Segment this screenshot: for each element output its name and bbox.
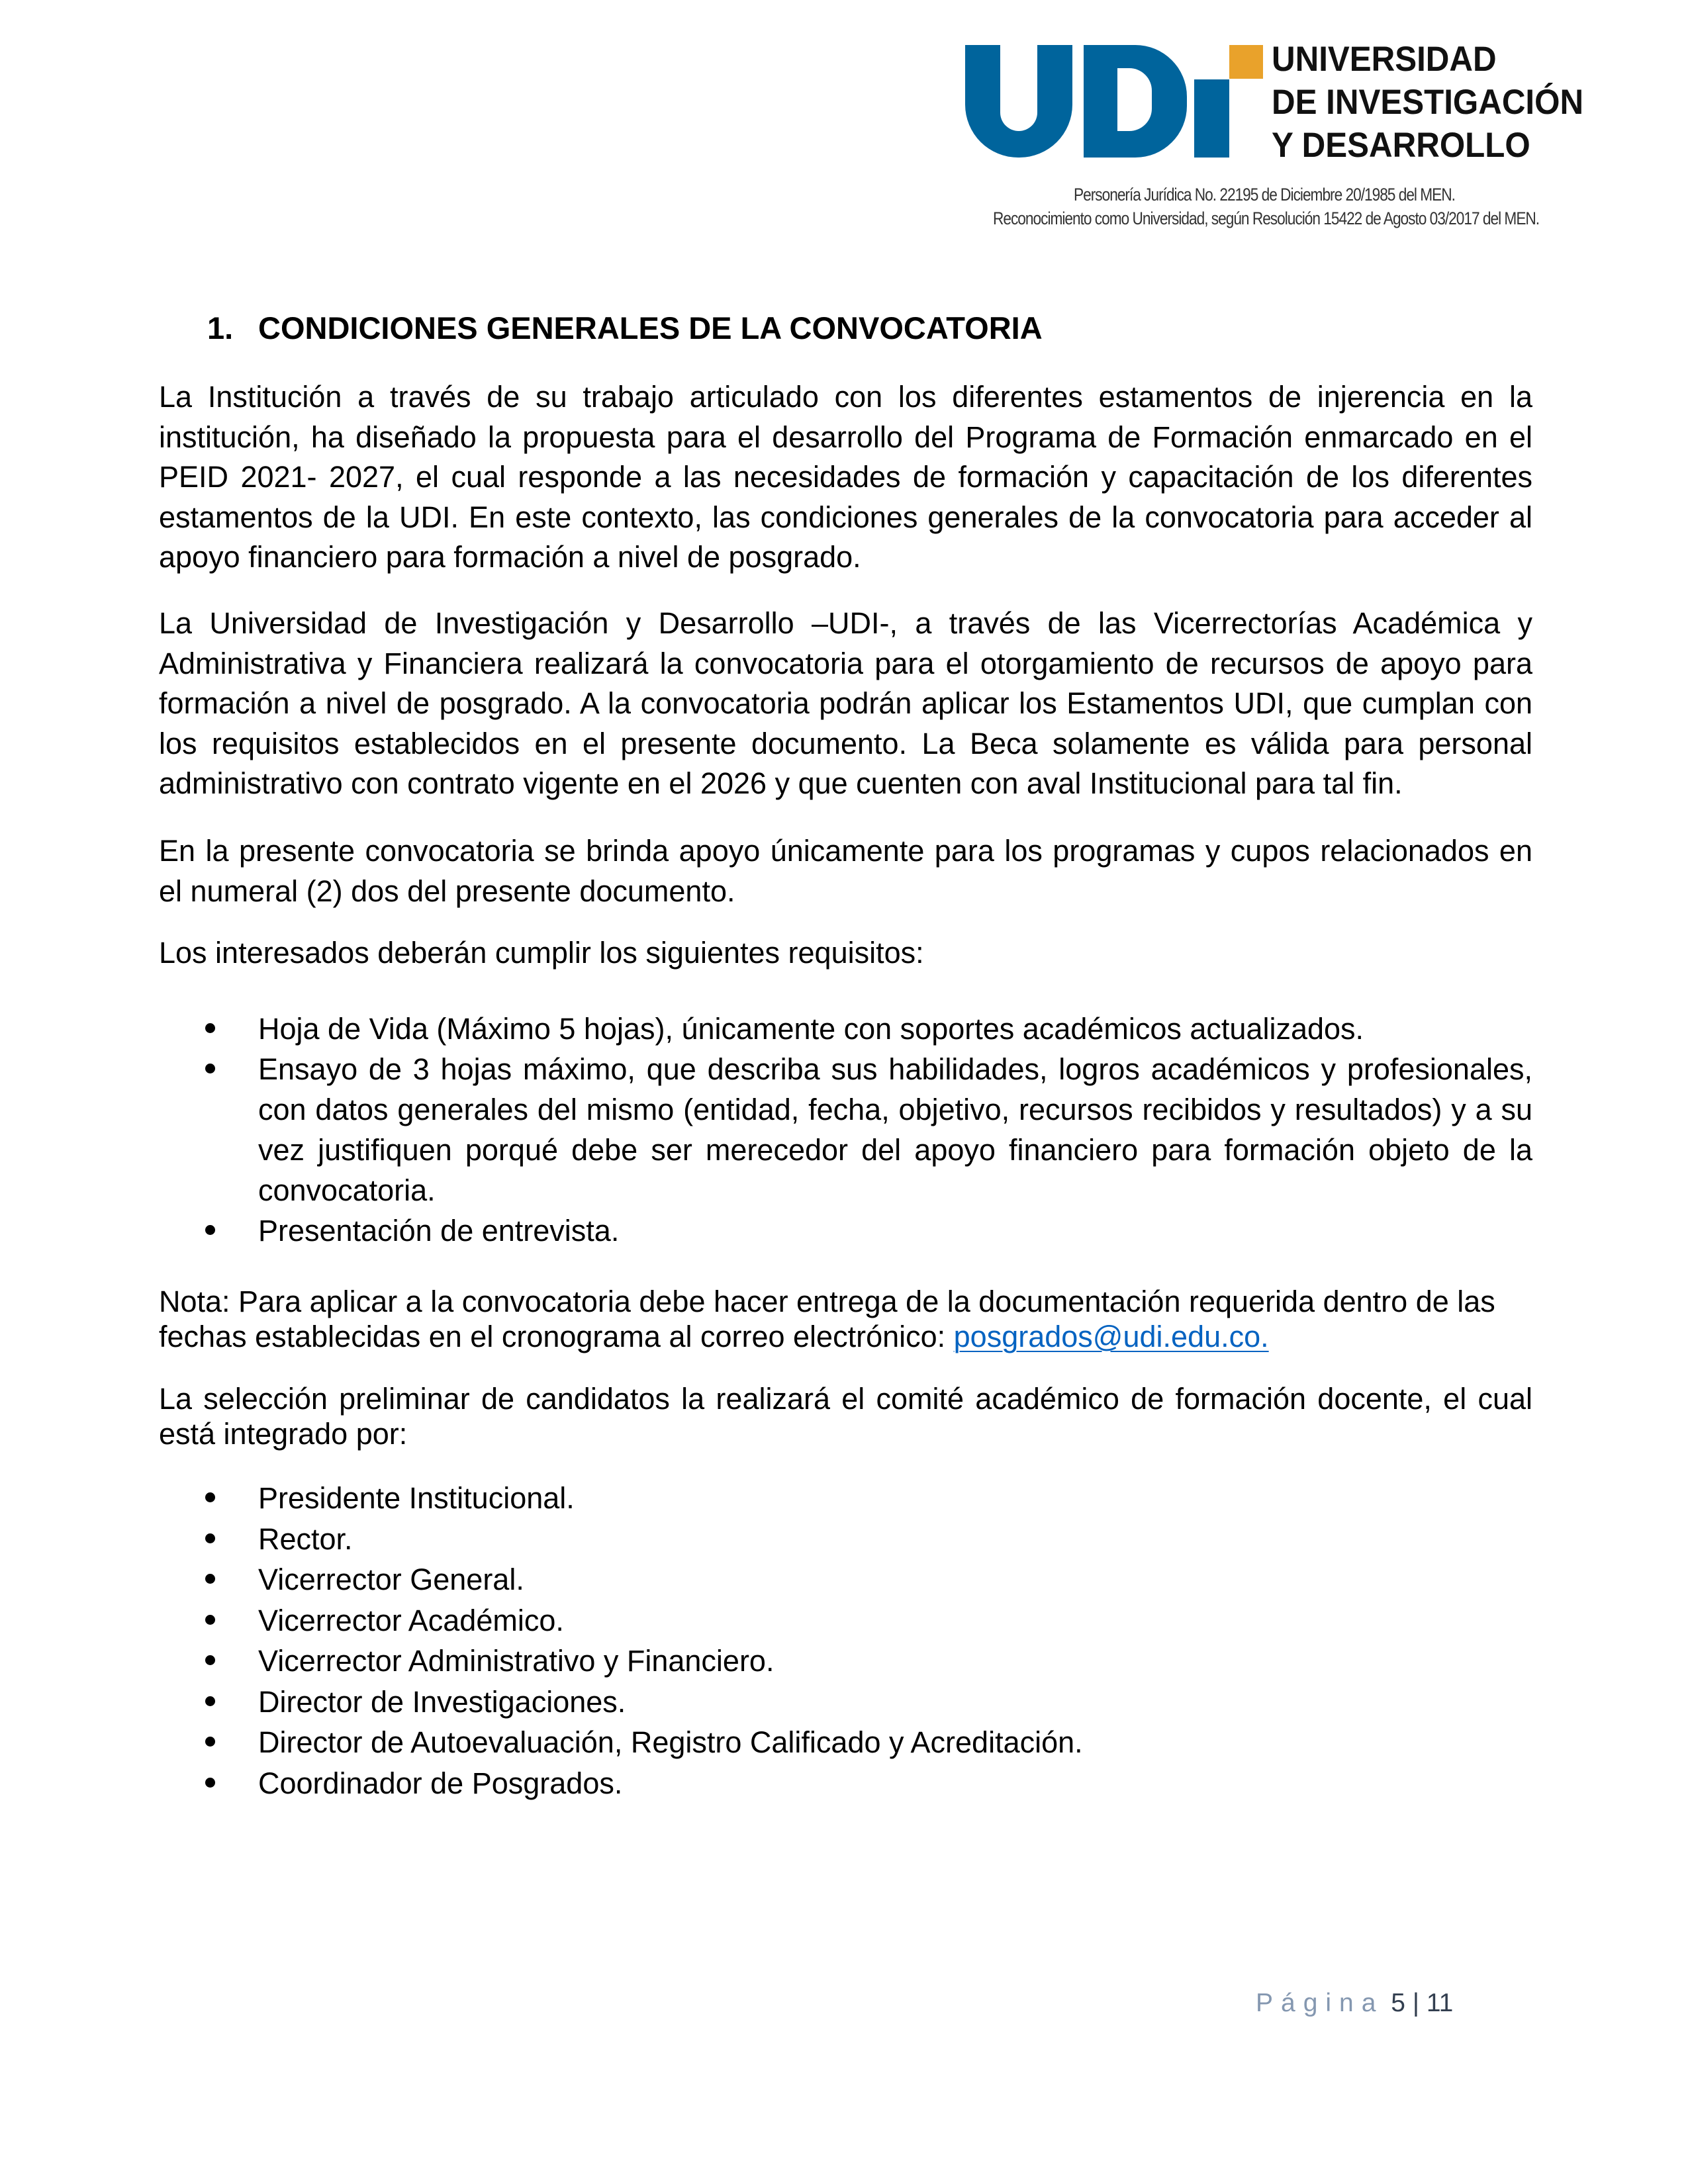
paragraph-apoyo (159, 831, 1532, 911)
list-item (159, 1763, 1532, 1804)
paragraph-line: La Institución a través de su trabajo articulado con los diferentes estamentos de injerencia en la (159, 380, 1532, 414)
list-item (159, 1478, 1532, 1519)
bullet-icon (205, 1574, 215, 1584)
logo-name-line-3: Y DESARROLLO (1272, 126, 1530, 165)
list-item-text: Vicerrector Académico. (258, 1603, 564, 1637)
list-item-text: Presentación de entrevista. (258, 1214, 620, 1248)
paragraph-line: En la presente convocatoria se brinda apoyo únicamente para los programas y cupos relacionados en (159, 834, 1532, 868)
list-item (159, 1722, 1532, 1763)
logo-name-line-1: UNIVERSIDAD (1272, 40, 1497, 79)
paragraph-line: PEID 2021- 2027, el cual responde a las necesidades de formación y capacitación de los diferentes (159, 460, 1532, 494)
paragraph-line: el numeral (2) dos del presente documento. (159, 874, 735, 908)
page-separator: | (1412, 1989, 1419, 2017)
paragraph-line: Administrativa y Financiera realizará la convocatoria para el otorgamiento de recursos de apoyo para (159, 646, 1532, 680)
list-item (159, 1049, 1532, 1210)
paragraph-line: La selección preliminar de candidatos la realizará el comité académico de formación docente, el cual (159, 1382, 1532, 1416)
requisitos-list (159, 1009, 1532, 1251)
paragraph-line: Nota: Para aplicar a la convocatoria debe hacer entrega de la documentación requerida dentro de las (159, 1285, 1495, 1318)
paragraph-intro (159, 377, 1532, 578)
bullet-icon (205, 1778, 215, 1788)
list-item-text: vez justifiquen porqué debe ser merecedor del apoyo financiero para formación objeto de la (258, 1133, 1532, 1167)
paragraph-nota (159, 1285, 1532, 1354)
logo-letter-i (1194, 79, 1229, 158)
comite-list (159, 1478, 1532, 1803)
list-item (159, 1641, 1532, 1682)
list-item-text: convocatoria. (258, 1173, 436, 1207)
paragraph-line: La Universidad de Investigación y Desarrollo –UDI-, a través de las Vicerrectorías Académica y (159, 606, 1532, 640)
logo-letter-d-inner (1117, 68, 1152, 131)
logo-subtitle-2: Reconocimiento como Universidad, según Resolución 15422 de Agosto 03/2017 del MEN. (993, 208, 1540, 228)
list-item-text: Ensayo de 3 hojas máximo, que describa sus habilidades, logros académicos y profesionales, (258, 1052, 1532, 1086)
paragraph-convocatoria (159, 604, 1532, 804)
page-label: Página (1256, 1989, 1384, 2017)
paragraph-line: institución, ha diseñado la propuesta para el desarrollo del Programa de Formación enmarcado en el (159, 420, 1532, 454)
section-title: CONDICIONES GENERALES DE LA CONVOCATORIA (258, 310, 1043, 345)
paragraph-line: estamentos de la UDI. En este contexto, las condiciones generales de la convocatoria para acceder al (159, 500, 1532, 534)
bullet-icon (205, 1533, 215, 1543)
nota-text: fechas establecidas en el cronograma al correo electrónico: (159, 1319, 954, 1353)
list-item-text: Presidente Institucional. (258, 1481, 575, 1515)
bullet-icon (205, 1492, 215, 1502)
list-item-text: Director de Investigaciones. (258, 1684, 626, 1719)
list-item (159, 1600, 1532, 1641)
bullet-icon (205, 1023, 215, 1033)
bullet-icon (205, 1737, 215, 1747)
paragraph-line: apoyo financiero para formación a nivel de posgrado. (159, 540, 861, 574)
logo-name-line-2: DE INVESTIGACIÓN (1272, 83, 1584, 122)
bullet-icon (205, 1225, 215, 1235)
page-footer (1256, 1987, 1453, 2020)
list-item-text: Coordinador de Posgrados. (258, 1766, 623, 1800)
logo-subtitle-1: Personería Jurídica No. 22195 de Diciembre 20/1985 del MEN. (1074, 185, 1455, 205)
list-item-text: Vicerrector General. (258, 1563, 524, 1596)
list-item-text: con datos generales del mismo (entidad, fecha, objetivo, recursos recibidos y resultados) y a su (258, 1093, 1532, 1126)
bullet-icon (205, 1655, 215, 1665)
list-item-text: Vicerrector Administrativo y Financiero. (258, 1644, 775, 1678)
paragraph-requisitos-intro (159, 933, 1532, 974)
logo-letter-u-inner (1000, 45, 1037, 131)
bullet-icon (205, 1615, 215, 1625)
list-item-text: Director de Autoevaluación, Registro Calificado y Acreditación. (258, 1725, 1083, 1759)
list-item (159, 1009, 1532, 1049)
page-total: 11 (1426, 1989, 1454, 2017)
list-item-text: Hoja de Vida (Máximo 5 hojas), únicamente con soportes académicos actualizados. (258, 1012, 1364, 1046)
logo-name (1272, 38, 1583, 167)
paragraph-line: administrativo con contrato vigente en el 2026 y que cuenten con aval Institucional para tal fin. (159, 766, 1403, 800)
list-item (159, 1682, 1532, 1723)
bullet-icon (205, 1064, 215, 1073)
paragraph-seleccion (159, 1382, 1532, 1451)
list-item (159, 1210, 1532, 1251)
paragraph-line: está integrado por: (159, 1416, 408, 1451)
email-link[interactable]: posgrados@udi.edu.co. (953, 1319, 1269, 1353)
logo-orange-square (1229, 45, 1263, 79)
section-number: 1. (207, 310, 234, 345)
paragraph-line: formación a nivel de posgrado. A la convocatoria podrán aplicar los Estamentos UDI, que cumplan con (159, 686, 1532, 720)
list-item-text: Rector. (258, 1522, 353, 1556)
page-current: 5 (1391, 1989, 1405, 2017)
paragraph-line: los requisitos establecidos en el presente documento. La Beca solamente es válida para personal (159, 726, 1532, 760)
bullet-icon (205, 1696, 215, 1706)
paragraph-line (159, 1320, 1532, 1355)
list-item (159, 1519, 1532, 1560)
section-heading (207, 308, 1043, 348)
paragraph-line: Los interesados deberán cumplir los siguientes requisitos: (159, 936, 924, 970)
list-item (159, 1559, 1532, 1600)
